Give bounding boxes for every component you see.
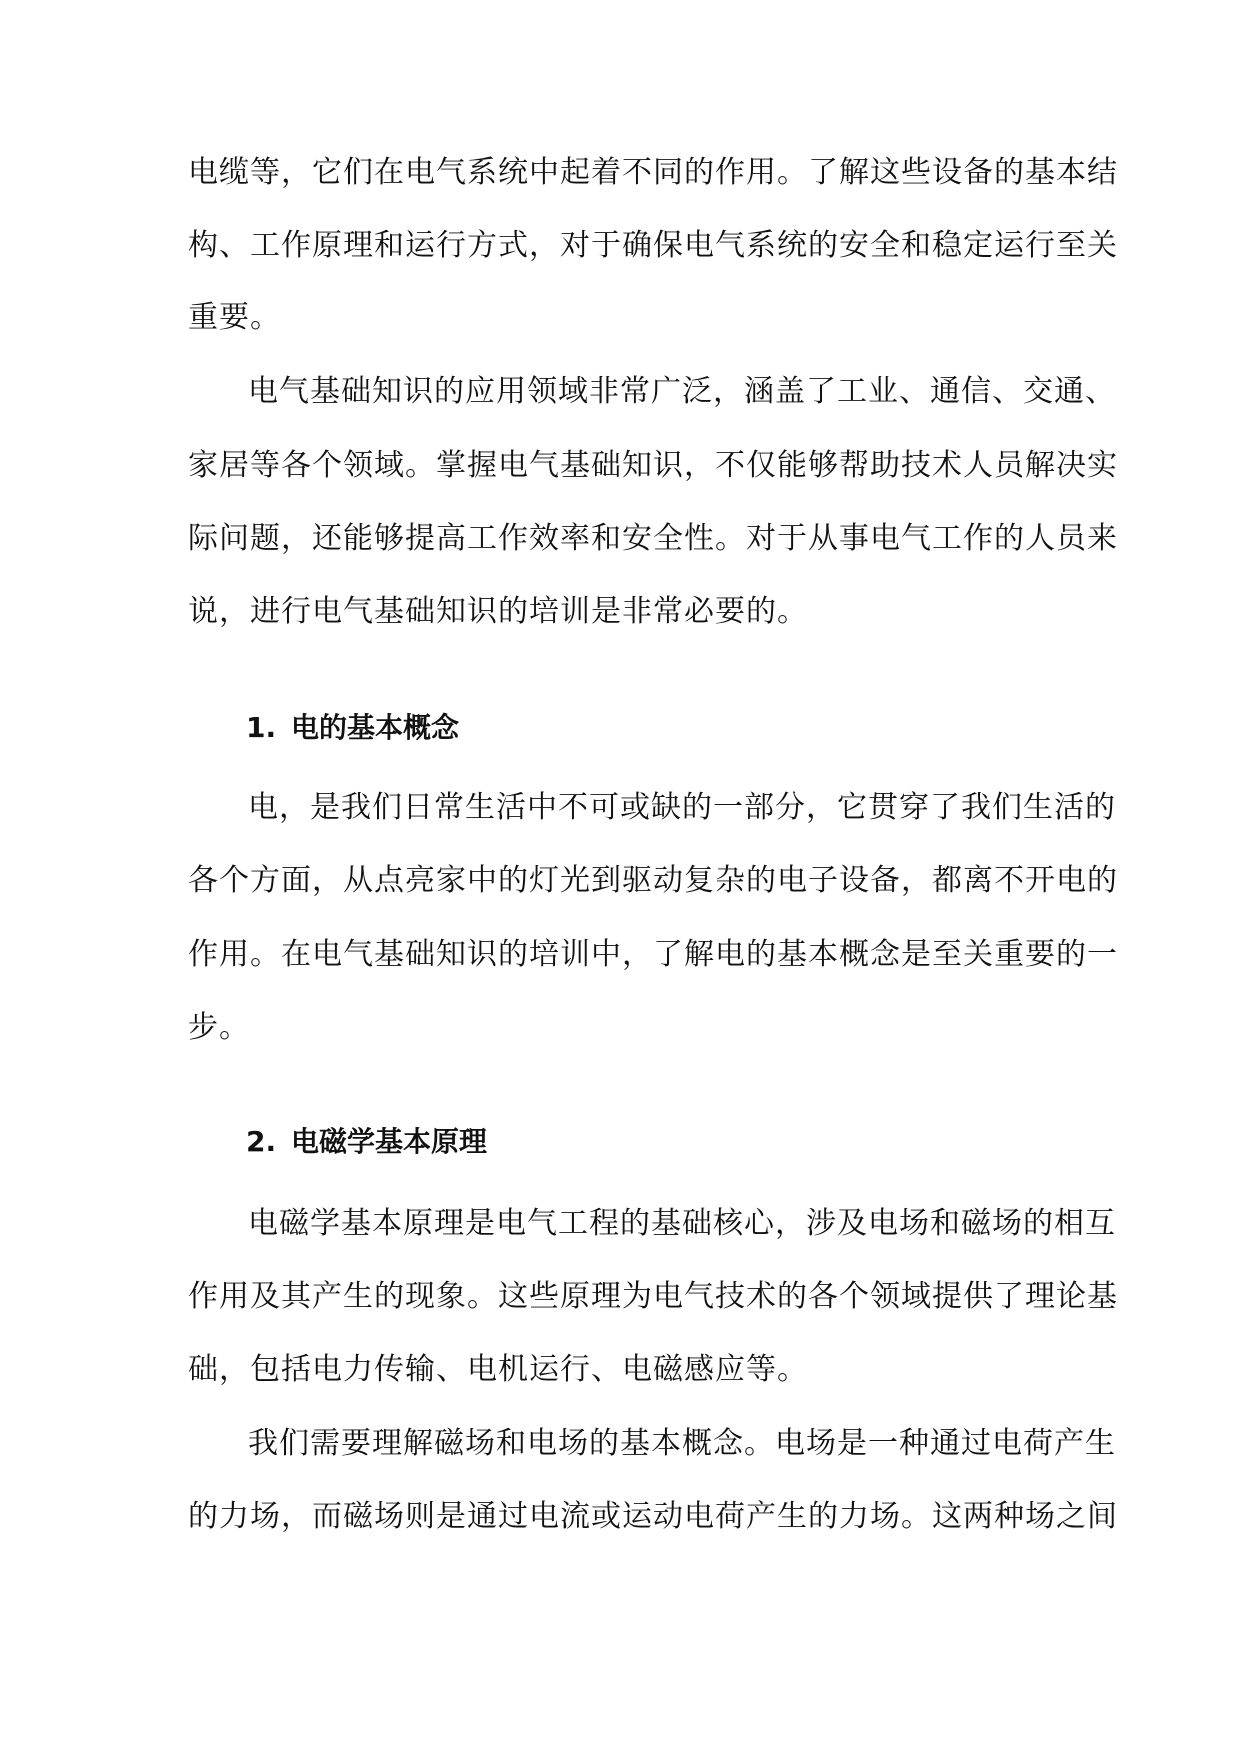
section-heading xyxy=(246,1122,487,1162)
paragraph-line: 础，包括电力传输、电机运行、电磁感应等。 xyxy=(188,1352,808,1387)
heading-title: 电的基本概念 xyxy=(291,711,460,744)
paragraph-line: 我们需要理解磁场和电场的基本概念。电场是一种通过电荷产生 xyxy=(248,1426,1116,1461)
paragraph-line: 构、工作原理和运行方式，对于确保电气系统的安全和稳定运行至关 xyxy=(188,228,1118,263)
heading-number: 1. xyxy=(246,711,277,744)
paragraph-line: 电缆等，它们在电气系统中起着不同的作用。了解这些设备的基本结 xyxy=(188,155,1118,190)
heading-number: 2. xyxy=(246,1125,277,1158)
paragraph-line: 家居等各个领域。掌握电气基础知识，不仅能够帮助技术人员解决实 xyxy=(188,448,1118,483)
paragraph-line: 各个方面，从点亮家中的灯光到驱动复杂的电子设备，都离不开电的 xyxy=(188,863,1118,898)
paragraph-line: 电气基础知识的应用领域非常广泛，涵盖了工业、通信、交通、 xyxy=(248,374,1116,409)
paragraph-line: 电磁学基本原理是电气工程的基础核心，涉及电场和磁场的相互 xyxy=(248,1206,1116,1241)
paragraph-line: 作用及其产生的现象。这些原理为电气技术的各个领域提供了理论基 xyxy=(188,1279,1118,1314)
paragraph-line: 电，是我们日常生活中不可或缺的一部分，它贯穿了我们生活的 xyxy=(248,790,1116,825)
paragraph-line: 的力场，而磁场则是通过电流或运动电荷产生的力场。这两种场之间 xyxy=(188,1499,1118,1534)
paragraph-line: 步。 xyxy=(188,1010,250,1045)
paragraph-line: 作用。在电气基础知识的培训中，了解电的基本概念是至关重要的一 xyxy=(188,937,1118,972)
heading-title: 电磁学基本原理 xyxy=(291,1125,488,1158)
paragraph-line: 说，进行电气基础知识的培训是非常必要的。 xyxy=(188,594,808,629)
section-heading xyxy=(246,708,459,748)
paragraph-line: 重要。 xyxy=(188,300,281,335)
paragraph-line: 际问题，还能够提高工作效率和安全性。对于从事电气工作的人员来 xyxy=(188,521,1118,556)
